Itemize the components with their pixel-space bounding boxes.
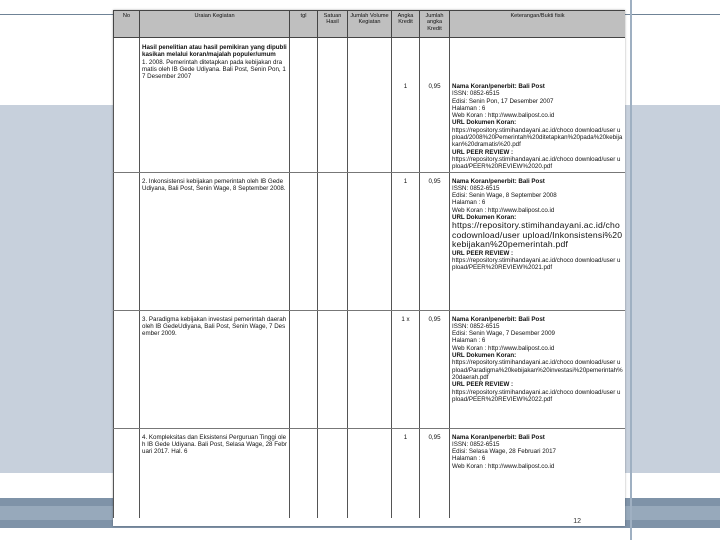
row-4-angka: 0,95 <box>420 428 450 518</box>
page-number: 12 <box>573 518 581 525</box>
header-no: No <box>114 11 140 38</box>
row-1-url-peer[interactable]: https://repository.stimihandayani.ac.id/choco download/user upload/PEER%20REVIEW%2020.pdf <box>452 155 621 171</box>
section-title: Hasil penelitian atau hasil pemikiran yang dipublikasikan melalui koran/majalah populer/umum <box>142 44 287 59</box>
row-2-keterangan: Nama Koran/penerbit: Bali Post ISSN: 0852-6515 Edisi: Senin Wage, 8 September 2008 Halaman : 6 Web Koran : http://www.balipost.co.id URL Dokumen Koran: https://repository.stimihandayani.ac.id/chocodownload/user upload/Inkonsistensi%20kebijakan%20pemerintah.pdf URL PEER REVIEW : https://repository.stimihandayani.ac.id/choco download/user upload/PEER%20REVIEW%2021.pdf <box>450 172 626 310</box>
row-2-jumlah: 1 <box>392 172 420 310</box>
row-3-uraian: 3. Paradigma kebijakan investasi pemerintah daerah oleh IB GedeUdiyana, Bali Post, Senin Wage, 7 Desember 2009. <box>142 315 287 338</box>
row-2-url-peer[interactable]: https://repository.stimihandayani.ac.id/choco download/user upload/PEER%20REVIEW%2021.pdf <box>452 256 621 272</box>
row-1-uraian: 1. 2008. Pemerintah ditetapkan pada kebijakan dramatis oleh IB Gede Udiyana. Bali Post, Senin Pon, 17 Desember 2007 <box>142 58 286 81</box>
table-row <box>114 172 626 310</box>
row-3-jumlah: 1 x <box>392 310 420 428</box>
table-row <box>114 38 626 173</box>
row-4-keterangan: Nama Koran/penerbit: Bali Post ISSN: 0852-6515 Edisi: Selasa Wage, 28 Februari 2017 Halaman : 6 Web Koran : http://www.balipost.co.id <box>450 428 626 518</box>
slide-vertical-line <box>630 0 632 540</box>
header-angka: Angka Kredit <box>392 11 420 38</box>
header-satuan: Satuan Hasil <box>318 11 348 38</box>
row-3-keterangan: Nama Koran/penerbit: Bali Post ISSN: 0852-6515 Edisi: Senin Wage, 7 Desember 2009 Halaman : 6 Web Koran : http://www.balipost.co.id URL Dokumen Koran: https://repository.stimihandayani.ac.id/choco download/user upload/Paradigma%20kebijakan%20investasi%20pemerintah%20daerah.pdf URL PEER REVIEW : https://repository.stimihandayani.ac.id/choco download/user upload/PEER%20REVIEW%2022.pdf <box>450 310 626 428</box>
row-4-jumlah: 1 <box>392 428 420 518</box>
table-row <box>114 428 626 518</box>
header-keterangan: Keterangan/Bukti fisik <box>450 11 626 38</box>
row-3-angka: 0,95 <box>420 310 450 428</box>
row-2-uraian: 2. Inkonsistensi kebijakan pemerintah oleh IB Gede Udiyana, Bali Post, Senin Wage, 8 September 2008. <box>142 177 286 192</box>
table-row <box>114 310 626 428</box>
header-jumlah: Jumlah Volume Kegiatan <box>348 11 392 38</box>
activity-table <box>113 10 625 518</box>
header-tgl: tgl <box>290 11 318 38</box>
row-1-keterangan: Nama Koran/penerbit: Bali Post ISSN: 0852-6515 Edisi: Senin Pon, 17 Desember 2007 Halaman : 6 Web Koran : http://www.balipost.co.id URL Dokumen Koran: https://repository.stimihandayani.ac.id/choco download/user upload/2008%20Pemerintah%20ditetapkan%20pada%20kebijakan%20dramatis%20.pdf URL PEER REVIEW : https://repository.stimihandayani.ac.id/choco download/user upload/PEER%20REVIEW%2020.pdf <box>450 38 626 173</box>
table-header-row <box>114 11 626 38</box>
row-2-url-dokumen[interactable]: https://repository.stimihandayani.ac.id/chocodownload/user upload/Inkonsistensi%20kebijakan%20pemerintah.pdf <box>452 220 623 250</box>
row-1-jumlah: 1 <box>392 38 420 173</box>
header-uraian: Uraian Kegiatan <box>140 11 290 38</box>
row-3-url-peer[interactable]: https://repository.stimihandayani.ac.id/choco download/user upload/PEER%20REVIEW%2022.pdf <box>452 388 621 403</box>
row-3-url-dokumen[interactable]: https://repository.stimihandayani.ac.id/choco download/user upload/Paradigma%20kebijakan%20investasi%20pemerintah%20daerah.pdf <box>452 359 623 381</box>
document-page <box>113 10 625 526</box>
row-1-angka: 0,95 <box>420 38 450 173</box>
row-1-url-dokumen[interactable]: https://repository.stimihandayani.ac.id/choco download/user upload/2008%20Pemerintah%20ditetapkan%20pada%20kebijakan%20dramatis%20.pdf <box>452 126 623 149</box>
row-2-angka: 0,95 <box>420 172 450 310</box>
row-4-uraian: 4. Kompleksitas dan Eksistensi Perguruan Tinggi oleh IB Gede Udiyana. Bali Post, Selasa Wage, 28 Februari 2017. Hal. 6 <box>142 433 287 456</box>
header-jumlah-ak: Jumlah angka Kredit <box>420 11 450 38</box>
